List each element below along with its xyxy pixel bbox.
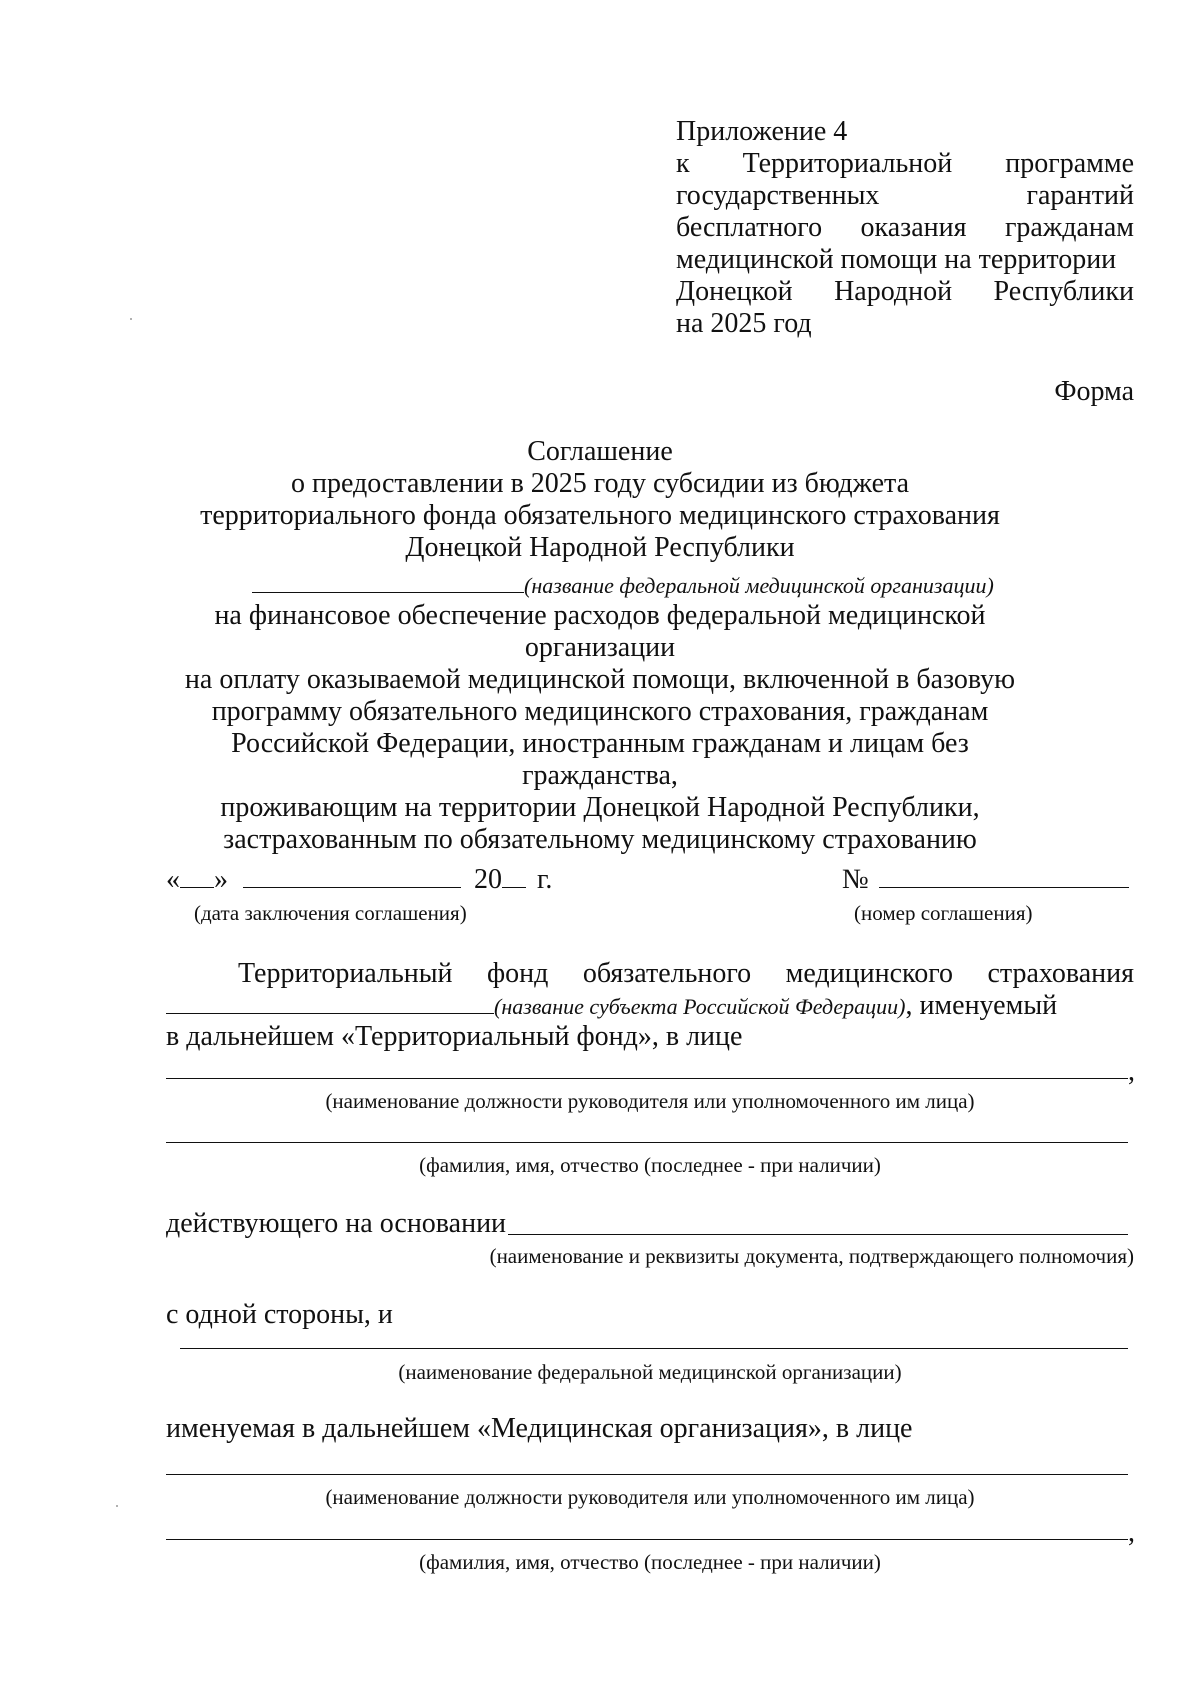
number-caption: (номер соглашения): [854, 901, 1033, 925]
org-name-blank[interactable]: [252, 570, 524, 593]
number-row: №: [842, 864, 1129, 896]
position-caption: (наименование должности руководителя или уполномоченного им лица): [325, 1089, 975, 1113]
date-row: « » 20 г.: [166, 864, 553, 895]
fio-caption-2: (фамилия, имя, отчество (последнее - при наличии): [419, 1550, 881, 1574]
named-mo-label: именуемая в дальнейшем «Медицинская организация», в лице: [166, 1413, 913, 1444]
title-line: проживающим на территории Донецкой Народной Республики,: [220, 792, 980, 823]
title-line: Донецкой Народной Республики: [405, 532, 795, 563]
org-name-blank-row: [252, 570, 994, 599]
one-side-label: с одной стороны, и: [166, 1299, 393, 1330]
year-blank[interactable]: [502, 865, 526, 888]
fed-org-caption: (наименование федеральной медицинской организации): [398, 1360, 902, 1384]
appendix-line: государственных гарантий: [676, 180, 1134, 211]
fio-caption: (фамилия, имя, отчество (последнее - при наличии): [419, 1153, 881, 1177]
paragraph-fund-line2: (название субъекта Российской Федерации) , именуемый: [166, 990, 1134, 1023]
fio-blank[interactable]: [166, 1142, 1128, 1143]
title-line: территориального фонда обязательного медицинского страхования: [200, 500, 1000, 531]
agreement-number-blank[interactable]: [879, 865, 1129, 888]
title-line: на оплату оказываемой медицинской помощи, включенной в базовую: [184, 664, 1016, 695]
fio-blank-2[interactable]: [166, 1539, 1128, 1540]
title-line: на финансовое обеспечение расходов федеральной медицинской организации: [214, 600, 986, 663]
appendix-title: [676, 116, 1134, 148]
paragraph-fund-line1: Территориальный фонд обязательного медицинского страхования: [238, 958, 1134, 989]
comma: ,: [1128, 1056, 1135, 1087]
comma-2: ,: [1128, 1517, 1135, 1548]
basis-document-blank[interactable]: [508, 1234, 1128, 1235]
appendix-line: бесплатного оказания гражданам: [676, 212, 1134, 243]
month-blank[interactable]: [243, 865, 461, 888]
appendix-line: Приложение 4: [676, 116, 848, 147]
fed-org-blank[interactable]: [180, 1348, 1128, 1349]
basis-document-caption: (наименование и реквизиты документа, подтверждающего полномочия): [489, 1244, 1134, 1268]
subject-name-blank[interactable]: [166, 991, 494, 1014]
appendix-header: [676, 116, 1134, 340]
scan-speck: [130, 318, 132, 320]
position-blank[interactable]: [166, 1078, 1128, 1079]
agreement-subject-block: [150, 600, 1050, 856]
position-blank-2[interactable]: [166, 1474, 1128, 1475]
org-name-hint: (название федеральной медицинской организации): [524, 573, 994, 598]
agreement-title-block: [150, 436, 1050, 564]
position-caption-2: (наименование должности руководителя или уполномоченного им лица): [325, 1485, 975, 1509]
day-blank[interactable]: [180, 865, 214, 888]
title-line: программу обязательного медицинского страхования, гражданам: [211, 696, 989, 727]
appendix-line: Донецкой Народной Республики: [676, 276, 1134, 307]
title-line: Российской Федерации, иностранным гражданам и лицам без гражданства,: [231, 728, 969, 791]
title-line: о предоставлении в 2025 году субсидии из бюджета: [290, 468, 910, 499]
appendix-line: к Территориальной программе: [676, 148, 1134, 179]
agreement-title: Соглашение: [527, 436, 673, 467]
paragraph-fund-line3: в дальнейшем «Территориальный фонд», в лице: [166, 1021, 743, 1052]
acting-on-basis-label: действующего на основании: [166, 1208, 507, 1239]
title-line: застрахованным по обязательному медицинскому страхованию: [223, 824, 977, 855]
scan-speck: [116, 1505, 118, 1507]
subject-name-hint: (название субъекта Российской Федерации): [494, 994, 906, 1019]
form-label: Форма: [1054, 376, 1134, 407]
appendix-line: на 2025 год: [676, 308, 812, 339]
date-caption: (дата заключения соглашения): [194, 901, 467, 925]
appendix-line: медицинской помощи на территории: [676, 244, 1117, 275]
